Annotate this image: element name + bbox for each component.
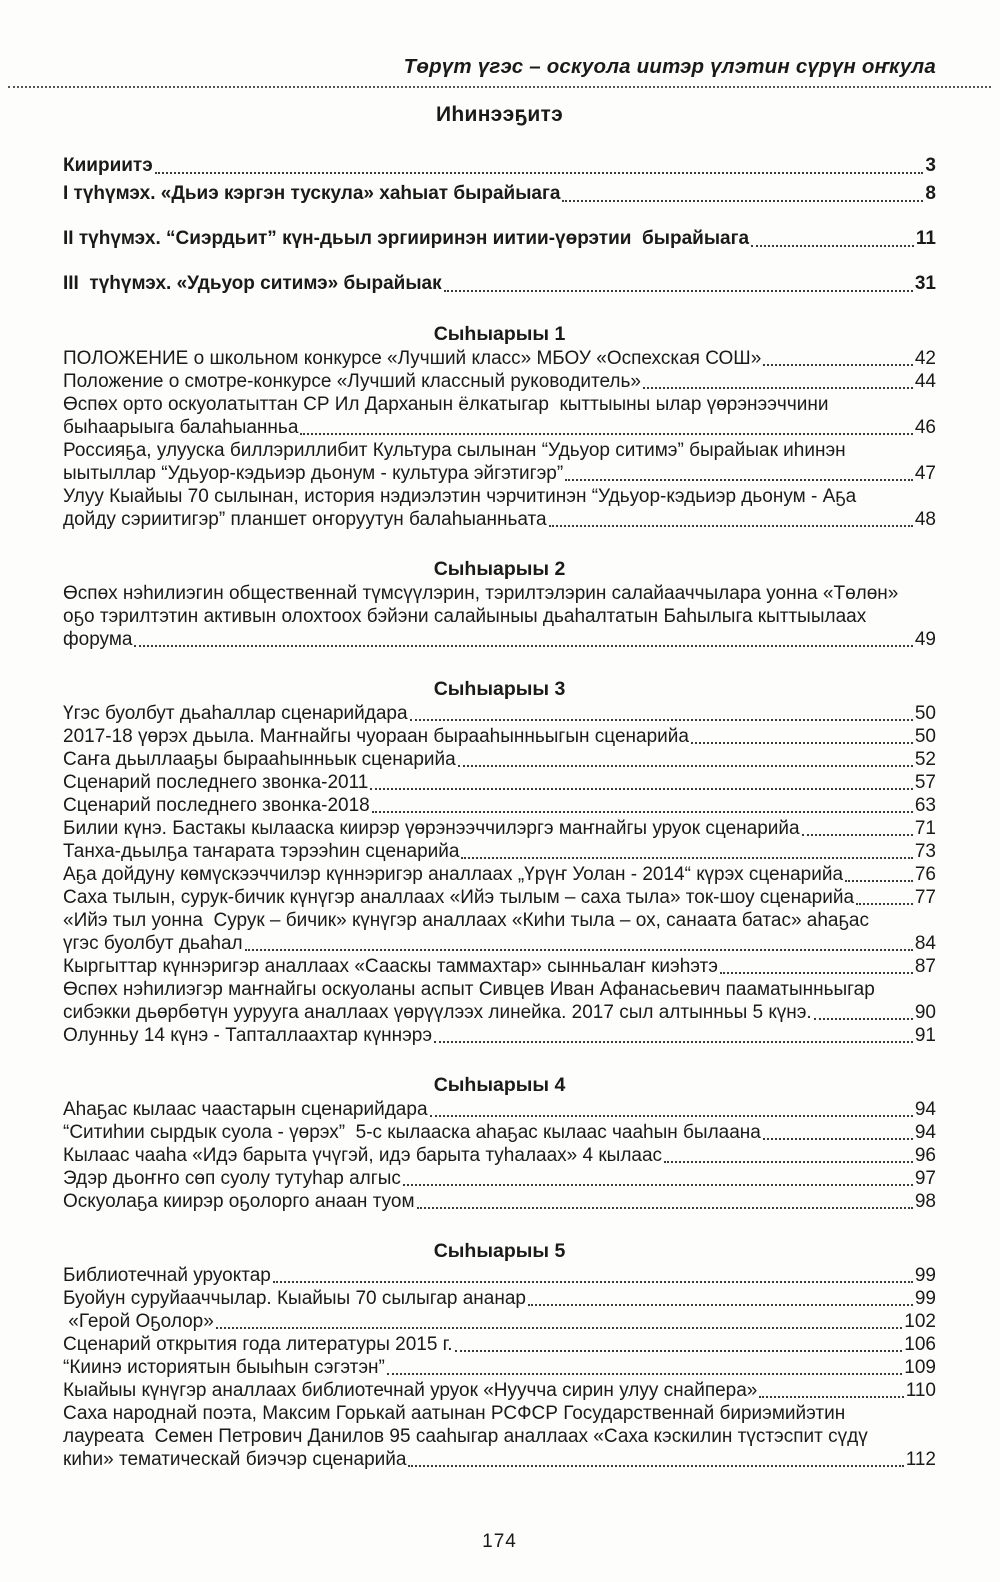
- leader-dots: [814, 1018, 913, 1020]
- leader-dots: [562, 200, 923, 202]
- toc-page-number: 52: [914, 749, 936, 770]
- section-heading: Сыһыарыы 3: [433, 678, 566, 700]
- toc-section: [63, 677, 936, 1047]
- toc-page-number: 47: [914, 463, 936, 484]
- front-matter-list: [63, 153, 936, 296]
- toc-entry-text: Эдэр дьоҥҥо сөп суолу тутуһар алгыс: [63, 1168, 401, 1189]
- leader-dots: [455, 1350, 903, 1352]
- toc-entry-lastline: [63, 1001, 936, 1024]
- toc-entry: [63, 1356, 936, 1379]
- toc-entry: [63, 1121, 936, 1144]
- toc-entry-text: дойду сэриитигэр” планшет оҥоруутун балаһыанньата: [63, 509, 547, 530]
- toc-entry-lastline: [63, 1379, 936, 1402]
- toc-entry-lastline: [63, 462, 936, 485]
- toc-entry: [63, 370, 936, 393]
- toc-entry: [63, 1098, 936, 1121]
- toc-page-number: 49: [914, 629, 936, 650]
- toc-entry-text: I түһүмэх. «Дьиэ кэргэн тускула» хаһыат бырайыага: [63, 183, 561, 204]
- toc-entry-text: киһи» тематическай биэчэр сценарийа: [63, 1449, 407, 1470]
- toc-entry-lastline: [63, 794, 936, 817]
- toc-entry: [63, 702, 936, 725]
- toc-entry-text: ыытыллар “Удьуор-кэдьиэр дьонум - культура эйгэтигэр”: [63, 463, 564, 484]
- toc-entry-text: Россияҕа, улууска биллэриллибит Культура сылынан “Удьуор ситимэ” бырайыак иһинэн: [63, 440, 846, 461]
- toc-entry-lastline: [63, 1098, 936, 1121]
- toc-entry-text: Аҕа дойдуну көмүскээччилэр күннэригэр аналлаах „Үрүҥ Уолан - 2014“ күрэх сценарийа: [63, 864, 844, 885]
- toc-entry: [63, 909, 936, 955]
- toc-entry: [63, 1333, 936, 1356]
- toc-page-number: 97: [914, 1168, 936, 1189]
- leader-dots: [643, 387, 913, 389]
- leader-dots: [458, 765, 913, 767]
- toc-entry-text: үгэс буолбут дьаһал: [63, 933, 243, 954]
- toc-entry-text: оҕо тэрилтэтин активын олохтоох бэйэни салайыныы дьаһалтатын Баһылыга кыттыылаах: [63, 606, 867, 627]
- toc-entry: [63, 181, 936, 206]
- toc-entry-lastline: [63, 1356, 936, 1379]
- toc-section: [63, 322, 936, 531]
- toc-entry: [63, 1402, 936, 1471]
- toc-entry-text: быһаарыыга балаһыанньа: [63, 417, 299, 438]
- leader-dots: [417, 1207, 913, 1209]
- toc-entry-lastline: [63, 181, 936, 206]
- leader-dots: [300, 433, 912, 435]
- sections-container: [63, 322, 936, 1471]
- toc-page-number: 90: [914, 1002, 936, 1023]
- leader-dots: [565, 479, 913, 481]
- leader-dots: [759, 1396, 903, 1398]
- toc-entry-text: Саҥа дьыллааҕы бырааһынньык сценарийа: [63, 749, 456, 770]
- toc-entry-lastline: [63, 370, 936, 393]
- toc-entry-lastline: [63, 1287, 936, 1310]
- toc-entry: [63, 582, 936, 651]
- toc-entry-text: Аһаҕас кылаас чаастарын сценарийдара: [63, 1099, 428, 1120]
- toc-page-number: 46: [914, 417, 936, 438]
- toc-page-number: 3: [925, 155, 936, 176]
- toc-entry: [63, 863, 936, 886]
- toc-entry-text: Кыайыы күнүгэр аналлаах библиотечнай уруок «Нуучча сирин улуу снайпера»: [63, 1380, 758, 1401]
- toc-page-number: 71: [914, 818, 936, 839]
- toc-entry: [63, 748, 936, 771]
- toc-entry: [63, 725, 936, 748]
- toc-entry: [63, 1144, 936, 1167]
- toc-entry-text: Сценарий последнего звонка-2018: [63, 795, 370, 816]
- leader-dots: [528, 1304, 913, 1306]
- leader-dots: [720, 972, 913, 974]
- toc-entry-lastline: [63, 153, 936, 178]
- toc-entry-lastline: [63, 886, 936, 909]
- toc-entry-text: Олунньу 14 күнэ - Тапталлаахтар күннэрэ: [63, 1025, 433, 1046]
- toc-entry-lastline: [63, 771, 936, 794]
- toc-entry: [63, 393, 936, 439]
- toc-page-number: 84: [914, 933, 936, 954]
- toc-page-number: 73: [914, 841, 936, 862]
- toc-entry-lastline: [63, 932, 936, 955]
- toc-section: [63, 557, 936, 651]
- toc-entry-lastline: [63, 1333, 936, 1356]
- header-rule: [8, 86, 991, 88]
- leader-dots: [245, 949, 913, 951]
- toc-page-number: 94: [914, 1099, 936, 1120]
- leader-dots: [664, 1161, 913, 1163]
- section-heading: Сыһыарыы 1: [433, 323, 566, 345]
- toc-page-number: 44: [914, 371, 936, 392]
- toc-page-number: 98: [914, 1191, 936, 1212]
- toc-entry: [63, 817, 936, 840]
- toc-entry-text: Сценарий последнего звонка-2011: [63, 772, 369, 793]
- toc-section: [63, 1073, 936, 1213]
- toc-entry-text: лауреата Семен Петрович Данилов 95 сааһыгар аналлаах «Саха кэскилин түстэспит сүдү: [63, 1426, 868, 1447]
- toc-entry: [63, 1287, 936, 1310]
- toc-entry: [63, 226, 936, 251]
- toc-entry-lastline: [63, 347, 936, 370]
- toc-entry-lastline: [63, 1024, 936, 1047]
- toc-page-number: 8: [925, 183, 936, 204]
- toc-entry-text: ПОЛОЖЕНИЕ о школьном конкурсе «Лучший класс» МБОУ «Оспехская СОШ»: [63, 348, 762, 369]
- toc-entry: [63, 347, 936, 370]
- toc-entry-text: Танха-дьылҕа таҥарата тэрээһин сценарийа: [63, 841, 460, 862]
- toc-page-number: 87: [914, 956, 936, 977]
- toc-entry-lastline: [63, 226, 936, 251]
- toc-page-number: 110: [905, 1380, 936, 1401]
- leader-dots: [549, 525, 913, 527]
- section-heading: Сыһыарыы 5: [433, 1240, 566, 1262]
- toc-entry-text: Саха народнай поэта, Максим Горькай аатынан РСФСР Государственнай бириэмийэтин: [63, 1403, 846, 1424]
- toc-entry-text: Кылаас чааһа «Идэ барыта үчүгэй, идэ барыта туһалаах» 4 кылаас: [63, 1145, 663, 1166]
- toc-entry-lastline: [63, 702, 936, 725]
- toc-entry-text: 2017-18 үөрэх дьыла. Маҥнайгы чуораан бырааһынньыгын сценарийа: [63, 726, 689, 747]
- toc-entry: [63, 1264, 936, 1287]
- toc-entry-text: Оскуолаҕа киирэр оҕолорго анаан туом: [63, 1191, 415, 1212]
- toc-entry: [63, 1310, 936, 1333]
- toc-entry: [63, 1167, 936, 1190]
- toc-entry-text: Киириитэ: [63, 155, 153, 176]
- toc-entry-text: Кыргыттар күннэригэр аналлаах «Сааскы таммахтар» сынньалаҥ киэһэтэ: [63, 956, 718, 977]
- folio-page-number: 174: [482, 1531, 517, 1552]
- toc-entry: [63, 978, 936, 1024]
- toc-page-number: 96: [914, 1145, 936, 1166]
- toc-entry-lastline: [63, 863, 936, 886]
- toc-page-number: 50: [914, 726, 936, 747]
- leader-dots: [370, 788, 913, 790]
- toc-entry-lastline: [63, 1448, 936, 1471]
- toc-entry-lastline: [63, 1310, 936, 1333]
- toc-page-number: 48: [914, 509, 936, 530]
- leader-dots: [387, 1373, 902, 1375]
- toc-entry-text: Өспөх орто оскуолатыттан СР Ил Дарханын ёлкатыгар кыттыыны ылар үөрэнээччини: [63, 394, 829, 415]
- toc-entry-lastline: [63, 725, 936, 748]
- toc-entry-text: «Герой Оҕолор»: [63, 1311, 214, 1332]
- toc-entry-text: Сценарий открытия года литературы 2015 г.: [63, 1334, 453, 1355]
- toc-page-number: 63: [914, 795, 936, 816]
- toc-entry-lastline: [63, 1167, 936, 1190]
- leader-dots: [845, 880, 913, 882]
- running-header: Төрүт үгэс – оскуола иитэр үлэтин сүрүн оҥкула: [403, 55, 936, 78]
- toc-entry-lastline: [63, 628, 936, 651]
- toc-entry-text: Улуу Кыайыы 70 сылынан, история нэдиэлэтин чэрчитинэн “Удьуор-кэдьиэр дьонум - Аҕа: [63, 486, 857, 507]
- toc-page-number: 99: [914, 1265, 936, 1286]
- toc-page-number: 109: [904, 1357, 936, 1378]
- leader-dots: [155, 172, 924, 174]
- toc-entry-lastline: [63, 1264, 936, 1287]
- toc-entry: [63, 1024, 936, 1047]
- toc-entry: [63, 840, 936, 863]
- toc-entry: [63, 771, 936, 794]
- toc-entry-lastline: [63, 416, 936, 439]
- toc-section: [63, 1239, 936, 1471]
- toc-page-number: 77: [914, 887, 936, 908]
- leader-dots: [461, 857, 912, 859]
- toc-page-number: 31: [914, 273, 936, 294]
- toc-entry-text: Билии күнэ. Бастакы кылааска киирэр үөрэнээччилэргэ маҥнайгы уруок сценарийа: [63, 818, 800, 839]
- toc-page-number: 99: [914, 1288, 936, 1309]
- toc-entry-lastline: [63, 1190, 936, 1213]
- section-heading: Сыһыарыы 4: [433, 1074, 566, 1096]
- toc-entry: [63, 886, 936, 909]
- leader-dots: [802, 834, 913, 836]
- toc-entry-lastline: [63, 271, 936, 296]
- toc-entry: [63, 439, 936, 485]
- toc-page-number: 102: [904, 1311, 936, 1332]
- toc-entry-text: Өспөх нэһилиэгин общественнай түмсүүлэрин, тэрилтэлэрин салайааччылара уонна «Төлөн»: [63, 583, 899, 604]
- toc-entry-lastline: [63, 1121, 936, 1144]
- toc-entry: [63, 794, 936, 817]
- toc-entry-text: “Киинэ историятын быыһын сэгэтэн”: [63, 1357, 385, 1378]
- leader-dots: [403, 1184, 913, 1186]
- toc-entry-lastline: [63, 840, 936, 863]
- toc-entry-text: “Ситиһии сырдык суола - үөрэх” 5-с кылааска аһаҕас кылаас чааһын былаана: [63, 1122, 761, 1143]
- leader-dots: [691, 742, 913, 744]
- toc-entry-text: II түһүмэх. “Сиэрдьит” күн-дьыл эргииринэн иитии-үөрэтии бырайыага: [63, 228, 750, 249]
- toc-entry: [63, 153, 936, 178]
- toc-page-number: 94: [914, 1122, 936, 1143]
- toc-entry-lastline: [63, 1144, 936, 1167]
- leader-dots: [434, 1041, 913, 1043]
- toc-page-number: 57: [914, 772, 936, 793]
- toc-page-number: 11: [915, 228, 936, 249]
- toc-page-number: 112: [905, 1449, 936, 1470]
- toc-entry-text: III түһүмэх. «Удьуор ситимэ» бырайыак: [63, 273, 442, 294]
- toc-entry-lastline: [63, 508, 936, 531]
- leader-dots: [134, 645, 912, 647]
- toc-page-number: 50: [914, 703, 936, 724]
- toc-page-number: 106: [904, 1334, 936, 1355]
- page-title: Иһинээҕитэ: [435, 103, 564, 126]
- toc-entry: [63, 1190, 936, 1213]
- toc-entry: [63, 485, 936, 531]
- toc-entry: [63, 1379, 936, 1402]
- toc-entry-text: Буойун суруйааччылар. Кыайыы 70 сылыгар ананар: [63, 1288, 526, 1309]
- toc-entry-text: Положение о смотре-конкурсе «Лучший классный руководитель»: [63, 371, 641, 392]
- toc-entry: [63, 271, 936, 296]
- toc-page-number: 91: [914, 1025, 936, 1046]
- toc-entry-text: сибэкки дьөрбөтүн уурууга аналлаах үөрүүлээх линейка. 2017 сыл алтынньы 5 күнэ.: [63, 1002, 812, 1023]
- toc-entry-lastline: [63, 817, 936, 840]
- leader-dots: [856, 903, 913, 905]
- toc-entry-text: Саха тылын, сурук-бичик күнүгэр аналлаах «Ийэ тылым – саха тыла» ток-шоу сценарийа: [63, 887, 855, 908]
- leader-dots: [408, 1465, 903, 1467]
- leader-dots: [410, 719, 913, 721]
- section-heading: Сыһыарыы 2: [433, 558, 566, 580]
- toc-entry: [63, 955, 936, 978]
- toc-page-number: 42: [914, 348, 936, 369]
- leader-dots: [763, 1138, 913, 1140]
- toc-entry-lastline: [63, 955, 936, 978]
- leader-dots: [273, 1281, 913, 1283]
- leader-dots: [763, 364, 913, 366]
- leader-dots: [216, 1327, 902, 1329]
- toc-entry-text: форума: [63, 629, 133, 650]
- toc-entry-text: Библиотечнай уруоктар: [63, 1265, 271, 1286]
- toc-entry-text: Өспөх нэһилиэгэр маҥнайгы оскуоланы аспыт Сивцев Иван Афанасьевич пааматынньыгар: [63, 979, 875, 1000]
- leader-dots: [751, 245, 914, 247]
- leader-dots: [430, 1115, 913, 1117]
- leader-dots: [372, 811, 913, 813]
- leader-dots: [444, 290, 913, 292]
- toc-page-number: 76: [914, 864, 936, 885]
- toc-entry-text: «Ийэ тыл уонна Сурук – бичик» күнүгэр аналлаах «Киһи тыла – ох, санаата батас» аһаҕас: [63, 910, 869, 931]
- toc-entry-text: Үгэс буолбут дьаһаллар сценарийдара: [63, 703, 408, 724]
- toc-entry-lastline: [63, 748, 936, 771]
